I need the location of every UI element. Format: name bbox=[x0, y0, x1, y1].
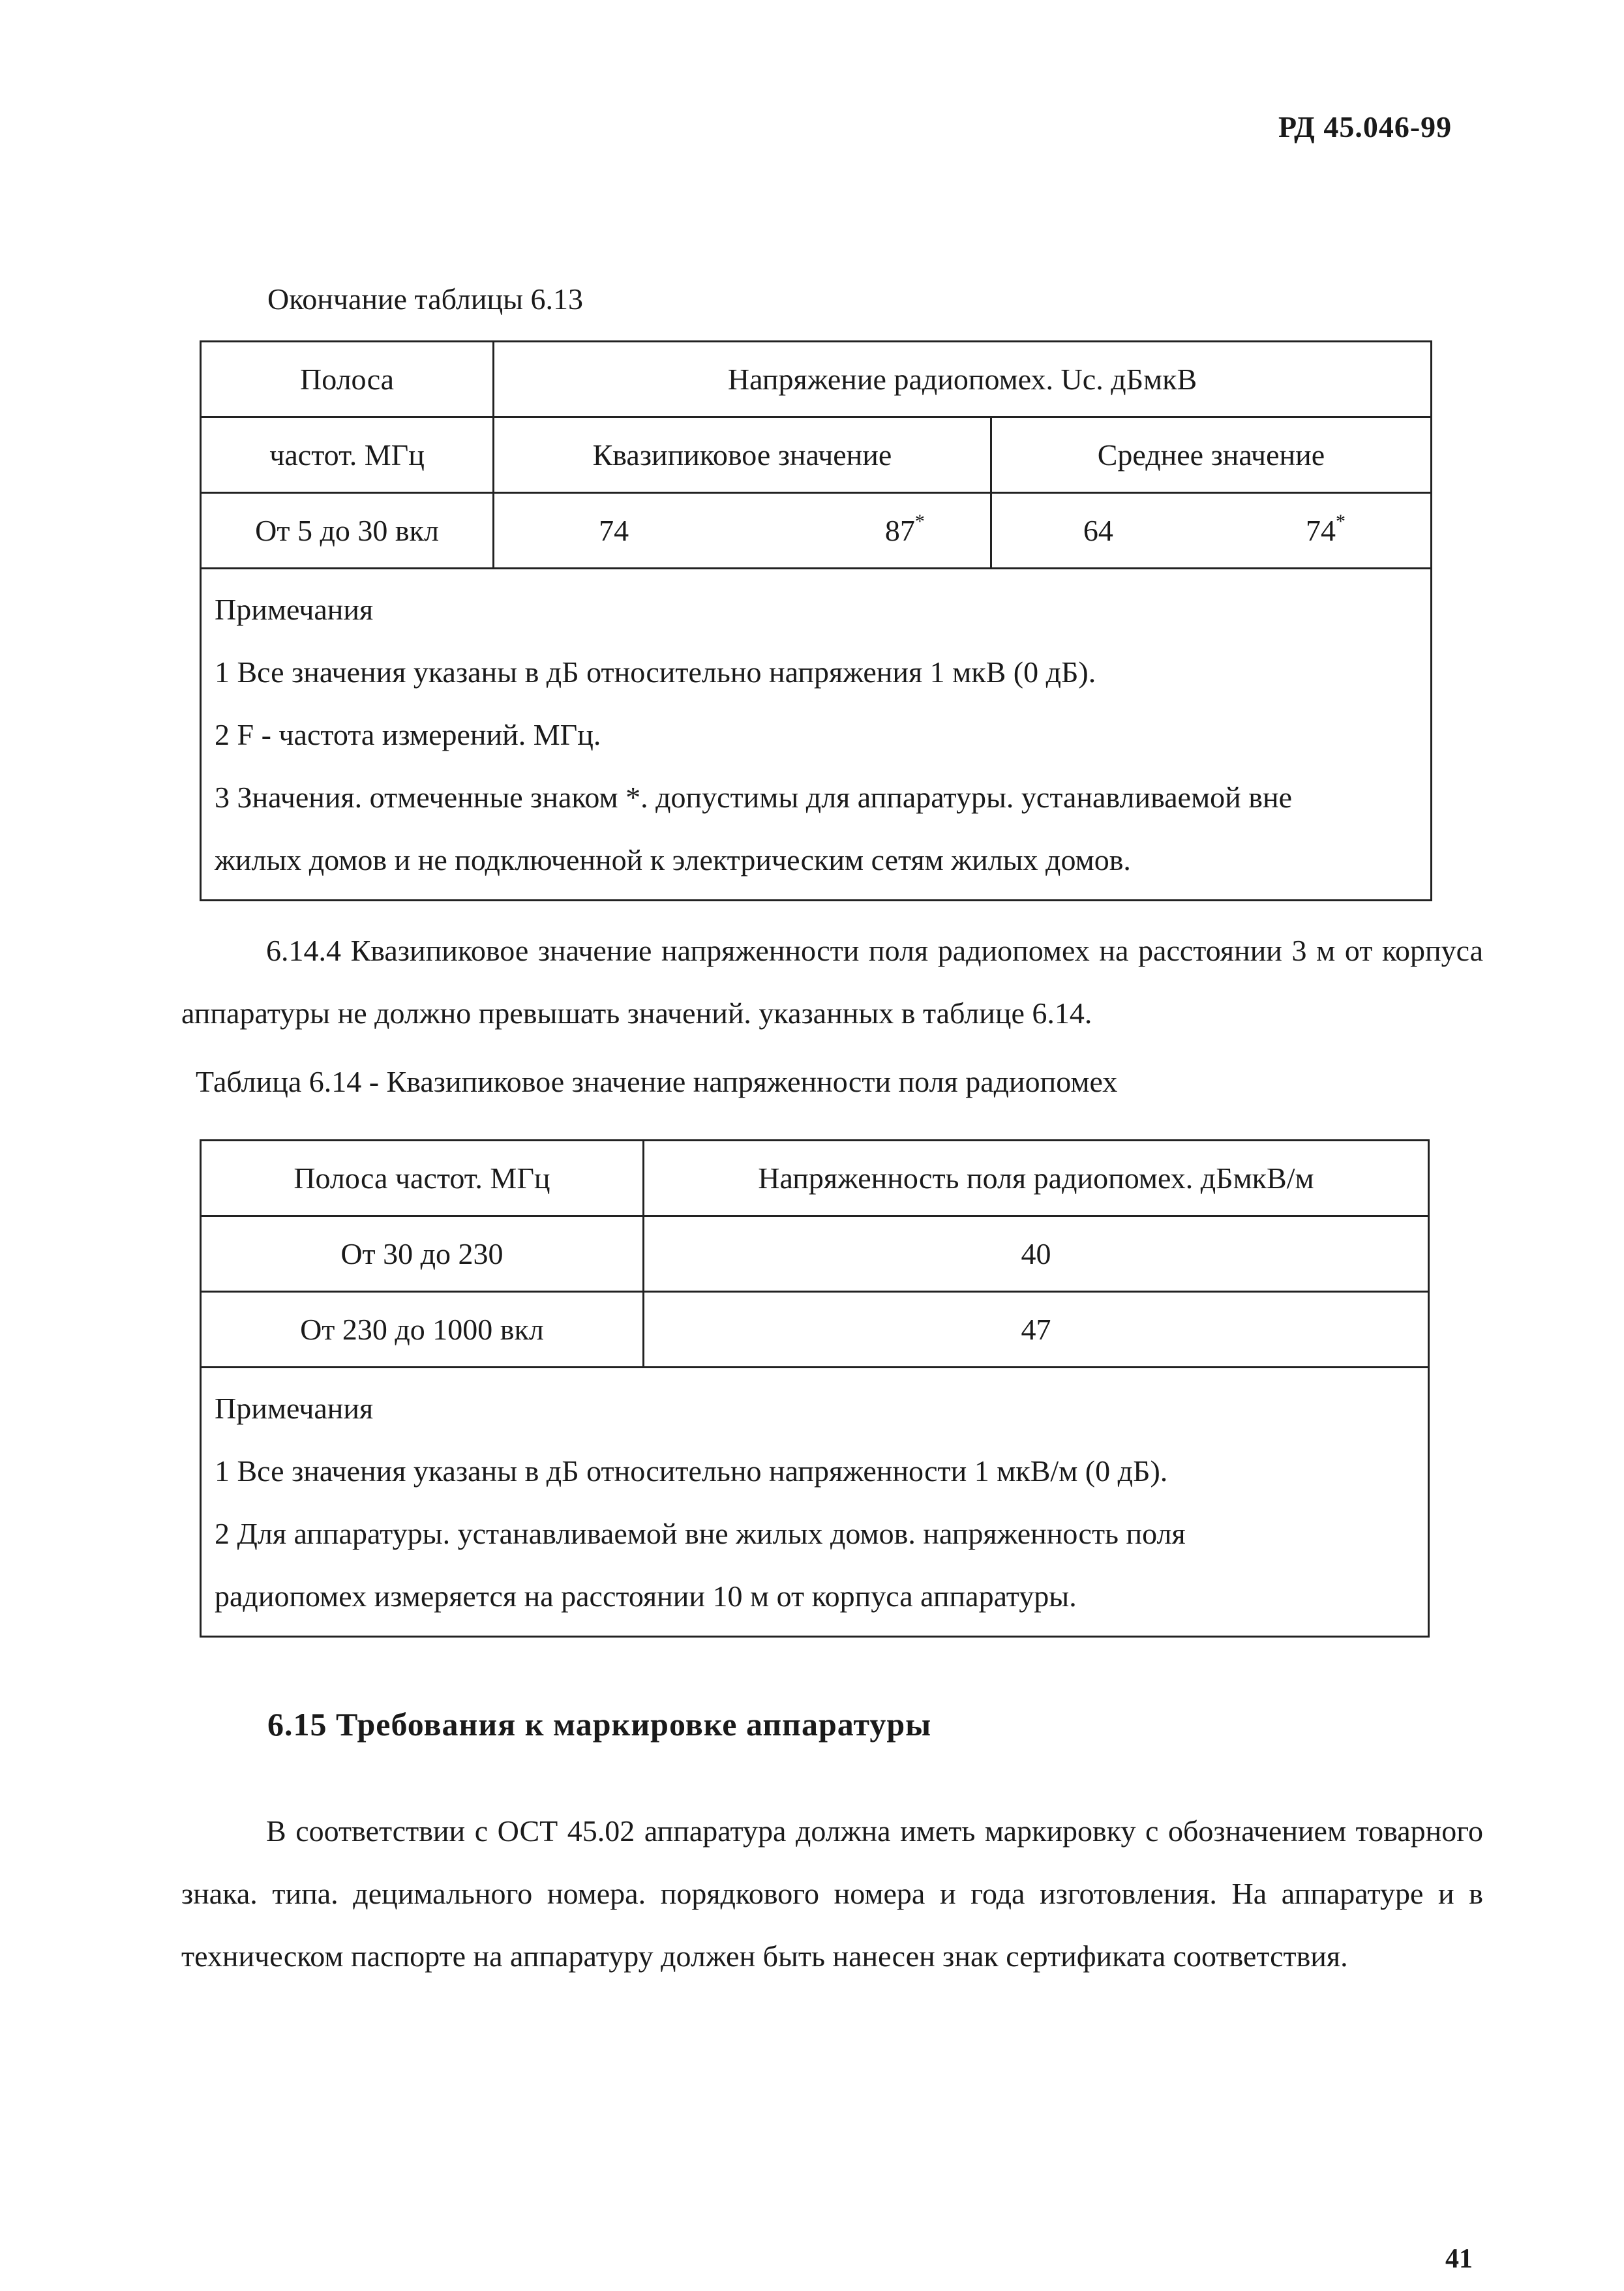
quasi-peak-header-cell bbox=[494, 417, 991, 493]
notes-cell bbox=[201, 1368, 1429, 1637]
voltage-header: Напряжение радиопомех. Uc. дБмкВ bbox=[727, 363, 1197, 396]
field-strength-table bbox=[200, 1139, 1430, 1638]
quasi-peak-value: 74 bbox=[599, 514, 629, 547]
table-row bbox=[201, 1292, 1429, 1368]
notes-title: Примечания bbox=[215, 1392, 374, 1425]
quasi-peak-values-cell bbox=[494, 493, 991, 569]
average-header: Среднее значение bbox=[1097, 438, 1325, 472]
band-header-cell bbox=[201, 1141, 644, 1216]
page-number: 41 bbox=[1445, 2244, 1473, 2274]
table-caption: Окончание таблицы 6.13 bbox=[267, 282, 583, 316]
band-value: От 230 до 1000 вкл bbox=[300, 1313, 544, 1346]
band-header-bottom-cell bbox=[201, 417, 494, 493]
notes-cell bbox=[201, 569, 1432, 901]
notes-title: Примечания bbox=[215, 593, 374, 626]
band-cell bbox=[201, 1292, 644, 1368]
band-cell bbox=[201, 1216, 644, 1292]
table-row bbox=[201, 1216, 1429, 1292]
table-caption: Таблица 6.14 - Квазипиковое значение напряженности поля радиопомех bbox=[196, 1065, 1118, 1098]
field-strength-value: 47 bbox=[1021, 1313, 1051, 1346]
band-header: Полоса частот. МГц bbox=[293, 1161, 550, 1195]
note-line: 2 F - частота измерений. МГц. bbox=[215, 718, 601, 751]
average-value: 64 bbox=[1083, 514, 1113, 547]
quasi-peak-header: Квазипиковое значение bbox=[592, 438, 892, 472]
note-line: 1 Все значения указаны в дБ относительно напряжения 1 мкВ (0 дБ). bbox=[215, 655, 1096, 689]
voltage-header-cell bbox=[494, 342, 1432, 417]
emission-voltage-table bbox=[200, 340, 1432, 901]
value-cell bbox=[643, 1216, 1428, 1292]
paragraph-6-14-4: 6.14.4 Квазипиковое значение напряженности поля радиопомех на расстоянии 3 м от корпуса аппаратуры не должно превышать значений. указанных в таблице 6.14. bbox=[181, 934, 1483, 1030]
band-header-bottom: частот. МГц bbox=[269, 438, 425, 472]
field-strength-header-cell bbox=[643, 1141, 1428, 1216]
band-header-top-cell bbox=[201, 342, 494, 417]
band-header-top: Полоса bbox=[299, 363, 395, 396]
average-values-cell bbox=[991, 493, 1431, 569]
document-code: РД 45.046-99 bbox=[1278, 110, 1452, 143]
average-header-cell bbox=[991, 417, 1431, 493]
quasi-peak-value-starred: 87* bbox=[884, 511, 925, 547]
note-line: жилых домов и не подключенной к электрическим сетям жилых домов. bbox=[215, 843, 1131, 876]
value-cell bbox=[643, 1292, 1428, 1368]
band-value: От 5 до 30 вкл bbox=[255, 514, 439, 547]
note-line: 3 Значения. отмеченные знаком *. допустимы для аппаратуры. устанавливаемой вне bbox=[215, 781, 1293, 814]
band-cell bbox=[201, 493, 494, 569]
note-line: 1 Все значения указаны в дБ относительно напряженности 1 мкВ/м (0 дБ). bbox=[215, 1454, 1168, 1488]
field-strength-value: 40 bbox=[1021, 1237, 1051, 1270]
section-heading: 6.15 Требования к маркировке аппаратуры bbox=[267, 1706, 932, 1743]
note-line: 2 Для аппаратуры. устанавливаемой вне жилых домов. напряженность поля bbox=[215, 1517, 1186, 1550]
field-strength-header: Напряженность поля радиопомех. дБмкВ/м bbox=[758, 1161, 1314, 1195]
section-paragraph: В соответствии с ОСТ 45.02 аппаратура должна иметь маркировку с обозначением товарного знака. типа. децимального номера. порядкового номера и года изготовления. На аппаратуре и в техническом паспорте на аппаратуру должен быть нанесен знак сертификата соответствия. bbox=[181, 1814, 1483, 1973]
note-line: радиопомех измеряется на расстоянии 10 м от корпуса аппаратуры. bbox=[215, 1580, 1077, 1613]
band-value: От 30 до 230 bbox=[340, 1237, 504, 1270]
average-value-starred: 74* bbox=[1306, 511, 1346, 547]
